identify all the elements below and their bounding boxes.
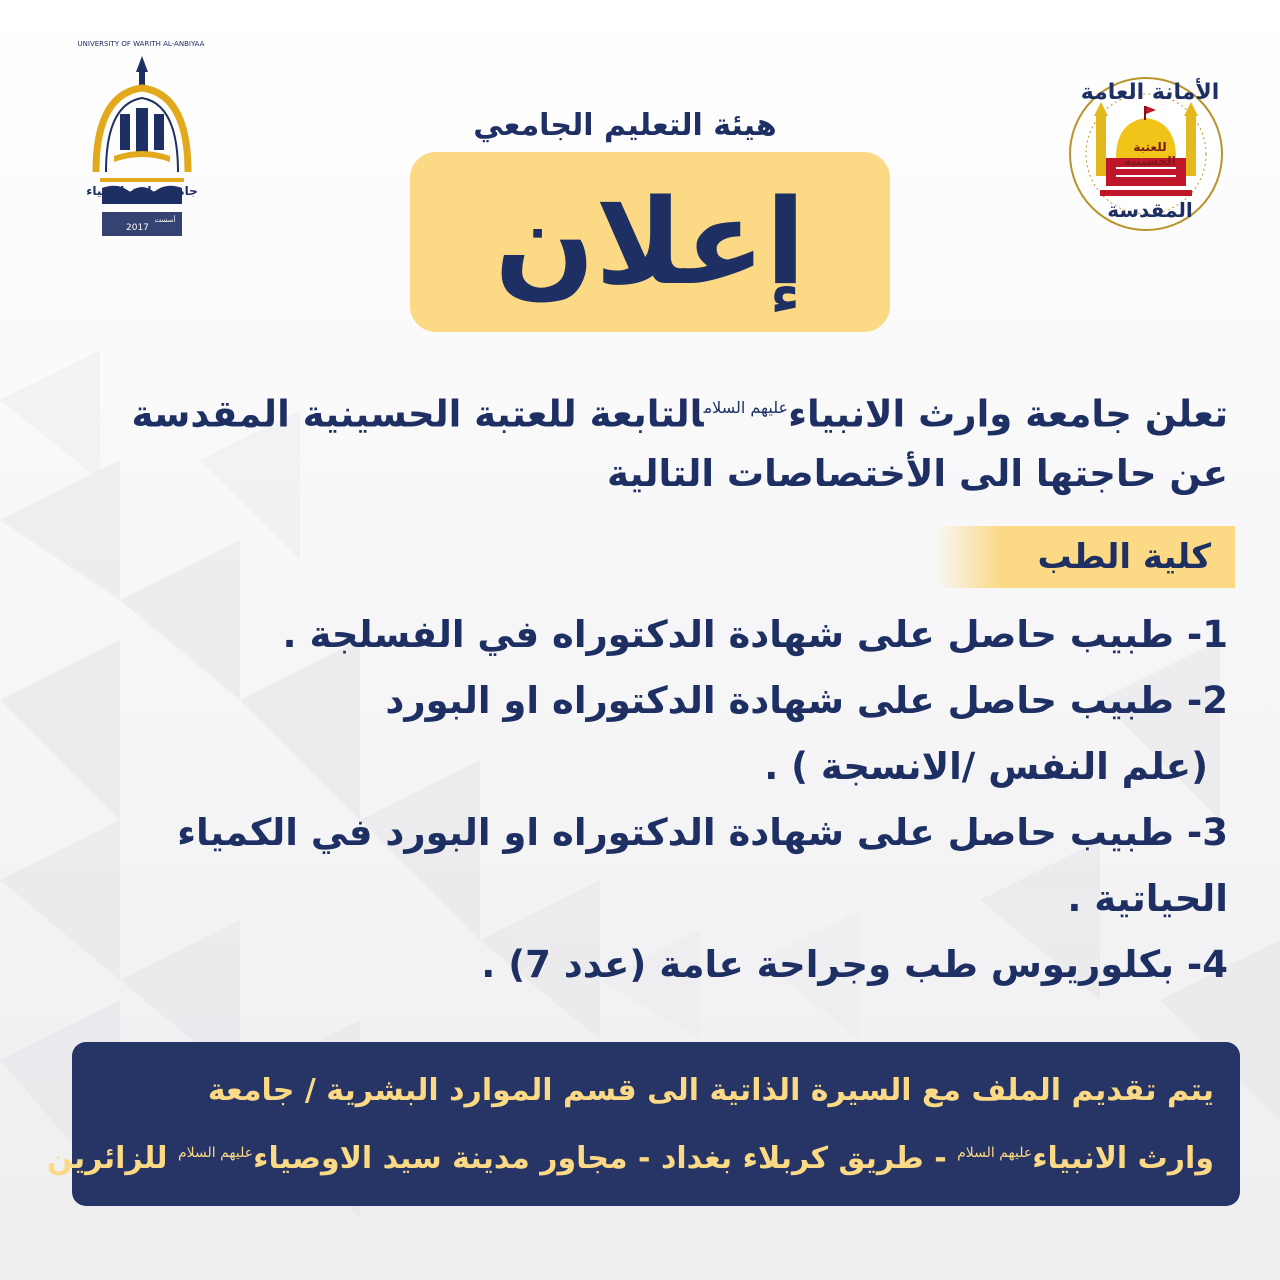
- left-logo-est: أسست: [154, 216, 176, 224]
- college-name: كلية الطب: [1037, 537, 1211, 577]
- left-logo-name: جامعة وارث الانبياء: [86, 184, 198, 198]
- footer-honorific-mark: عليهم السلام: [957, 1145, 1033, 1161]
- intro-line-1-part-1: تعلن جامعة وارث الانبياء: [788, 392, 1228, 436]
- right-logo-top-text: الأمانة العامة: [1080, 80, 1220, 105]
- left-logo-english: UNIVERSITY OF WARITH AL-ANBIYAA: [77, 40, 205, 48]
- intro-line-2: عن حاجتها الى الأختصاصات التالية: [607, 452, 1228, 496]
- svg-text:2017: 2017: [126, 223, 149, 233]
- right-logo-center-text: للعتبة الحسينية: [1124, 140, 1176, 168]
- footer-honorific-mark-2: عليهم السلام: [178, 1145, 254, 1161]
- footer-line-2-part-3: للزائرين: [46, 1141, 178, 1176]
- requirements-list: [88, 602, 1228, 998]
- intro-line-1-part-2: التابعة للعتبة الحسينية المقدسة: [131, 392, 704, 436]
- honorific-mark: عليهم السلام: [703, 398, 789, 417]
- requirement-line-4: 3- طبيب حاصل على شهادة الدكتوراه او البورد في الكمياء: [177, 811, 1228, 854]
- college-tab: [935, 526, 1235, 588]
- footer-line-1: يتم تقديم الملف مع السيرة الذاتية الى قسم الموارد البشرية / جامعة: [207, 1073, 1214, 1108]
- right-logo-bottom-text: المقدسة: [1107, 198, 1193, 222]
- requirement-line-2: 2- طبيب حاصل على شهادة الدكتوراه او البورد: [385, 679, 1228, 722]
- submission-info-text: [46, 1060, 1214, 1190]
- university-logo: [78, 52, 206, 244]
- requirement-line-1: 1- طبيب حاصل على شهادة الدكتوراه في الفسلجة .: [282, 613, 1228, 656]
- footer-line-2-part-1: وارث الانبياء: [1032, 1141, 1214, 1176]
- requirement-line-5: الحياتية .: [1067, 877, 1228, 920]
- intro-paragraph: [28, 378, 1228, 504]
- submission-info-box: [46, 1042, 1240, 1206]
- announcement-banner: [410, 152, 890, 332]
- requirement-line-6: 4- بكلوريوس طب وجراحة عامة (عدد 7) .: [481, 943, 1228, 986]
- requirement-line-3: (علم النفس /الانسجة ) .: [764, 745, 1208, 788]
- org-name: هيئة التعليم الجامعي: [473, 108, 777, 143]
- footer-line-2-part-2: - طريق كربلاء بغداد - مجاور مدينة سيد الاوصياء: [253, 1141, 958, 1176]
- footer-line-2: [46, 1122, 1214, 1190]
- intro-line-1: [28, 378, 1228, 444]
- announcement-title: إعلان: [494, 173, 806, 311]
